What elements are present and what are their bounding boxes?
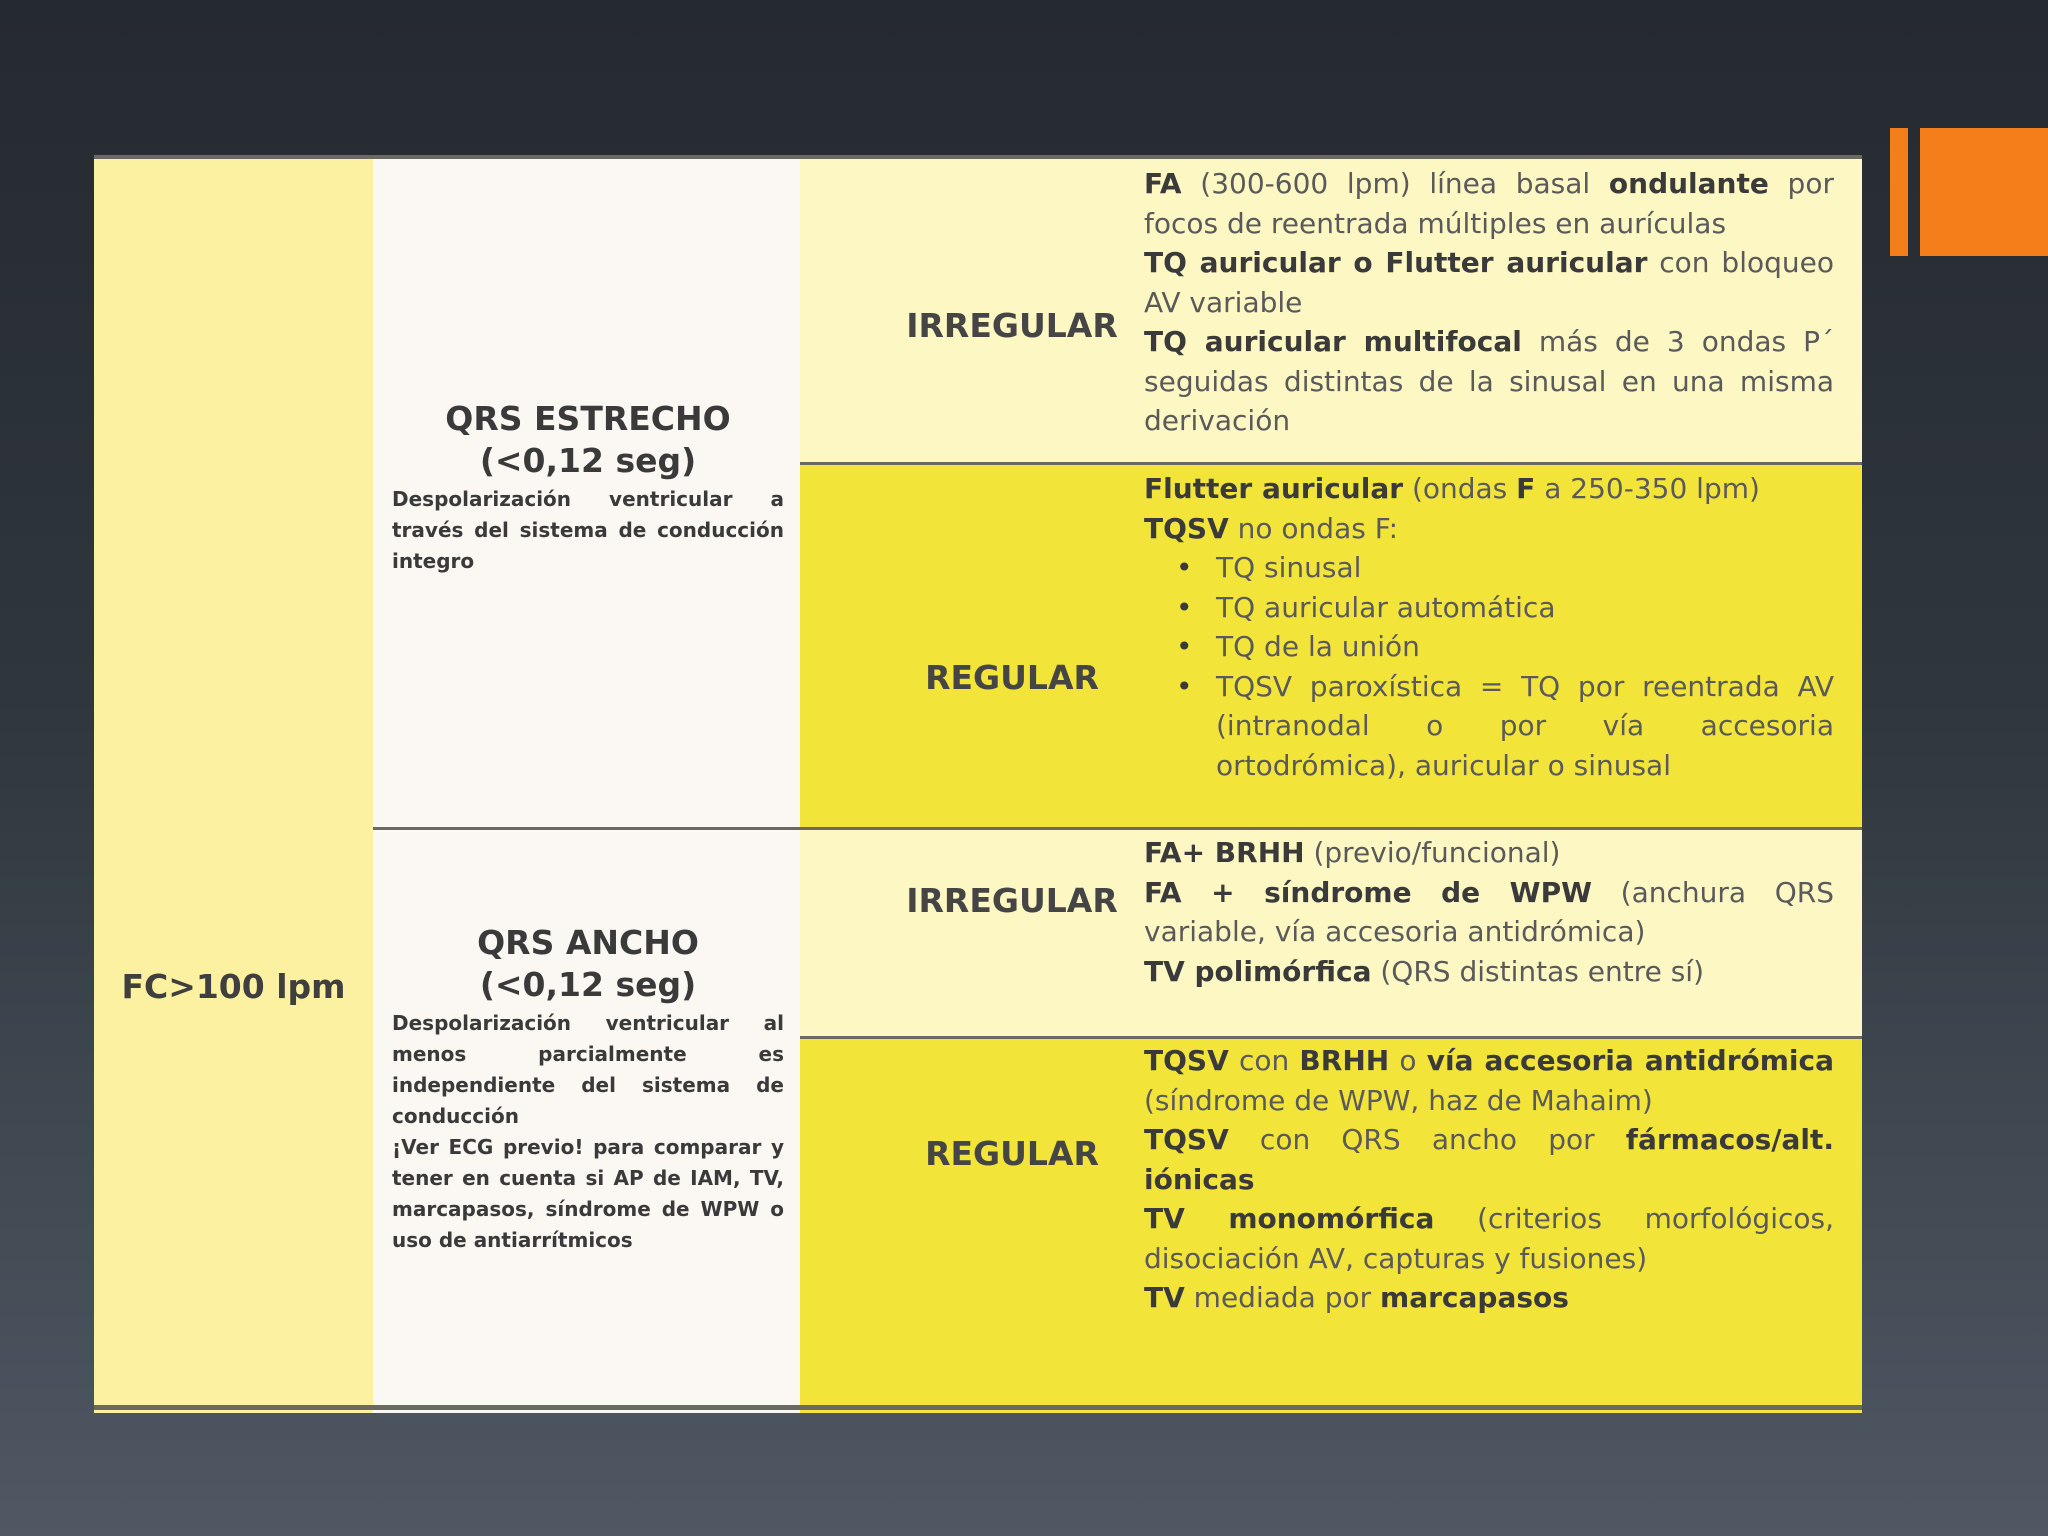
bullet-list (1144, 548, 1834, 785)
row-irregular-wide-text (1144, 833, 1834, 991)
divider-wide-rhythm (800, 1036, 1862, 1039)
qrs-ancho-title: QRS ANCHO (477, 923, 699, 962)
desc-line: TQ auricular multifocal más de 3 ondas P´ seguidas distintas de la sinusal en una misma derivación (1144, 325, 1834, 437)
qrs-estrecho-cell (392, 398, 784, 577)
fc-label: FC>100 lpm (121, 967, 346, 1006)
qrs-estrecho-subtitle: (<0,12 seg) (479, 441, 697, 480)
desc-line: TQSV no ondas F: (1144, 511, 1399, 545)
bullet-item: • TQ auricular automática (1216, 588, 1834, 628)
accent-bar (1890, 128, 1908, 256)
row-regular-wide-text (1144, 1041, 1834, 1318)
desc-line: TQSV con QRS ancho por fármacos/alt. iónicas (1144, 1123, 1834, 1196)
fc-column (94, 155, 373, 1413)
qrs-ancho-subtitle: (<0,12 seg) (479, 965, 697, 1004)
desc-line: FA+ BRHH (previo/funcional) (1144, 836, 1561, 869)
desc-line: TV polimórfica (QRS distintas entre sí) (1144, 954, 1704, 988)
tachycardia-table (94, 155, 1862, 1413)
qrs-estrecho-description: Despolarización ventricular a través del sistema de conducción integro (392, 487, 784, 573)
row-regular-narrow-text (1144, 469, 1834, 785)
accent-block (1920, 128, 2048, 256)
desc-line: FA (300-600 lpm) línea basal ondulante por focos de reentrada múltiples en aurículas (1144, 167, 1834, 240)
qrs-ancho-note: ¡Ver ECG previo! para comparar y tener en cuenta si AP de IAM, TV, marcapasos, síndrome de WPW o uso de antiarrítmicos (392, 1135, 784, 1252)
desc-line: TQ auricular o Flutter auricular con bloqueo AV variable (1144, 246, 1834, 319)
rhythm-label: REGULAR (925, 1134, 1099, 1173)
divider-narrow-rhythm (800, 462, 1862, 465)
qrs-ancho-cell (392, 922, 784, 1256)
desc-line: TV monomórfica (criterios morfológicos, disociación AV, capturas y fusiones) (1144, 1202, 1834, 1275)
rhythm-label: REGULAR (925, 658, 1099, 697)
row-irregular-narrow-text (1144, 164, 1834, 441)
qrs-estrecho-title: QRS ESTRECHO (445, 399, 731, 438)
bullet-item: • TQ sinusal (1216, 548, 1834, 588)
desc-line: Flutter auricular (ondas F a 250-350 lpm) (1144, 472, 1760, 505)
desc-line: FA + síndrome de WPW (anchura QRS variable, vía accesoria antidrómica) (1144, 875, 1834, 948)
bullet-item: • TQ de la unión (1216, 627, 1834, 667)
table-bottom-border (94, 1405, 1862, 1410)
desc-line: TV mediada por marcapasos (1144, 1281, 1569, 1314)
divider-qrs (373, 827, 1862, 830)
rhythm-label: IRREGULAR (906, 881, 1118, 920)
desc-line: TQSV con BRHH o vía accesoria antidrómica (síndrome de WPW, haz de Mahaim) (1144, 1044, 1835, 1117)
rhythm-label: IRREGULAR (906, 306, 1118, 345)
qrs-ancho-description: Despolarización ventricular al menos parcialmente es independiente del sistema de conducción (392, 1011, 784, 1128)
bullet-item: • TQSV paroxística = TQ por reentrada AV (intranodal o por vía accesoria ortodrómica), auricular o sinusal (1216, 667, 1834, 786)
table-top-border (94, 155, 1862, 159)
